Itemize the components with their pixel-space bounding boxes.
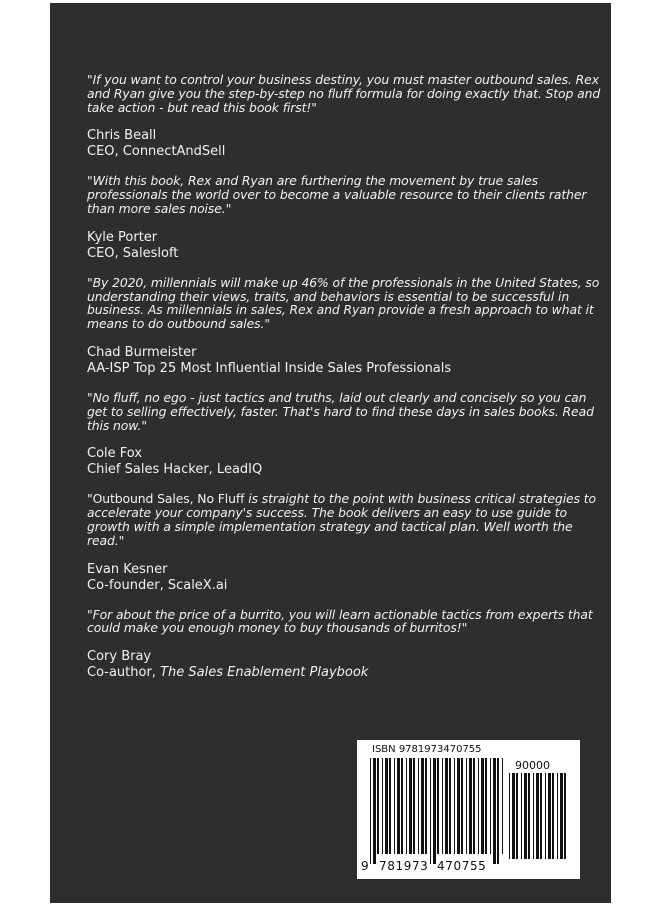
barcode-bar [433, 758, 436, 864]
author-title: AA-ISP Top 25 Most Influential Inside Sales Professionals [87, 360, 452, 376]
barcode-bar [425, 758, 427, 854]
author-name: Evan Kesner [87, 561, 168, 577]
book-title-italic: The Sales Enablement Playbook [160, 665, 369, 681]
author-name: Chris Beall [87, 128, 157, 144]
ean13-bars [370, 758, 506, 864]
testimonial-quote: "With this book, Rex and Ryan are furthering the movement by true sales professionals the world over to become a valuable resource to their clients rather than more sales noise." [87, 173, 587, 216]
barcode-bar [437, 758, 439, 854]
addon-bars [509, 773, 569, 869]
barcode-bar [528, 773, 530, 859]
barcode-bar [478, 758, 479, 854]
barcode-bar [512, 773, 515, 859]
author-title: CEO, ConnectAndSell [87, 144, 226, 160]
barcode-bar [481, 758, 484, 854]
barcode-bar [552, 773, 554, 859]
testimonial-quote: "For about the price of a burrito, you will learn actionable tactics from experts that could make you enough money to buy thousands of burritos!" [87, 606, 593, 636]
testimonial-author [87, 230, 602, 262]
barcode-bar [466, 758, 467, 854]
barcode-bar [524, 773, 527, 859]
quote-text: is straight to the point with business critical strategies to accelerate your company's success. The book delivers an easy to use guide to growth with a simple implementation strategy and tactical plan. Well worth the read." [87, 491, 596, 548]
barcode-bar [430, 758, 431, 864]
author-name: Kyle Porter [87, 229, 158, 245]
testimonials [87, 73, 602, 695]
barcode-bar [442, 758, 443, 854]
author-title [87, 665, 602, 681]
barcode-bar [469, 758, 472, 854]
barcode-bar [540, 773, 542, 859]
barcode-bar [406, 758, 407, 854]
barcode-bar [394, 758, 395, 854]
barcode-bar [401, 758, 403, 854]
barcode-bar [548, 773, 551, 859]
author-title: CEO, Salesloft [87, 245, 179, 261]
barcode-bar [557, 773, 558, 859]
barcode-bar [485, 758, 487, 854]
barcode-bar [521, 773, 522, 859]
barcode-bar [397, 758, 400, 854]
barcode-bar [493, 758, 496, 864]
testimonial-author [87, 345, 602, 377]
barcode-bar [545, 773, 546, 859]
barcode-bar [370, 758, 371, 864]
author-name: Cole Fox [87, 446, 143, 462]
testimonial-quote: "If you want to control your business destiny, you must master outbound sales. Rex and Ryan give you the step-by-step no fluff formula for doing exactly that. Stop and take action - but read this book first!" [87, 72, 601, 115]
barcode-bar [413, 758, 415, 854]
barcode-bar [536, 773, 539, 859]
testimonial-quote: "By 2020, millennials will make up 46% of the professionals in the United States, so understanding their views, traits, and behaviors is essential to be successful in business. As millennials in sales, Rex and Ryan provide a fresh approach to what it means to do outbound sales." [87, 274, 600, 332]
title-prefix: Co-author, [87, 665, 161, 681]
barcode-bar [373, 758, 376, 864]
barcode-bar [449, 758, 451, 854]
barcode-bar [382, 758, 383, 854]
barcode-digits-left: 781973 [379, 859, 429, 873]
isbn-barcode [357, 740, 580, 879]
barcode-bar [502, 758, 503, 854]
book-title-mention: "Outbound Sales, No Fluff [87, 491, 245, 507]
barcode-bar [457, 758, 460, 854]
author-title: Chief Sales Hacker, LeadIQ [87, 462, 263, 478]
addon-code: 90000 [515, 759, 550, 772]
isbn-label: ISBN 9781973470755 [372, 744, 482, 755]
barcode-bar [509, 773, 510, 859]
testimonial-author [87, 562, 602, 594]
barcode-bar [497, 758, 499, 864]
barcode-digits-right: 470755 [437, 859, 487, 873]
testimonial-author [87, 649, 602, 681]
author-name: Cory Bray [87, 649, 152, 665]
barcode-digit-first: 9 [361, 859, 370, 873]
barcode-bar [533, 773, 534, 859]
barcode-bar [389, 758, 391, 854]
barcode-bar [516, 773, 518, 859]
barcode-bar [418, 758, 419, 854]
barcode-bar [473, 758, 475, 854]
barcode-bar [377, 758, 379, 854]
testimonial-quote: "No fluff, no ego - just tactics and truths, laid out clearly and concisely so you can get to selling effectively, faster. That's hard to find these days in sales books. Read this now." [87, 389, 594, 433]
barcode-bar [445, 758, 448, 854]
testimonial-quote [87, 492, 602, 547]
barcode-bar [409, 758, 412, 854]
author-title: Co-founder, ScaleX.ai [87, 577, 228, 593]
testimonial-author [87, 446, 602, 478]
barcode-bar [560, 773, 563, 859]
barcode-bar [385, 758, 388, 854]
author-name: Chad Burmeister [87, 344, 197, 360]
barcode-bar [421, 758, 424, 854]
barcode-bar [490, 758, 491, 854]
testimonial-author [87, 128, 602, 160]
barcode-bar [564, 773, 566, 859]
barcode-bar [461, 758, 463, 854]
barcode-bar [454, 758, 455, 854]
